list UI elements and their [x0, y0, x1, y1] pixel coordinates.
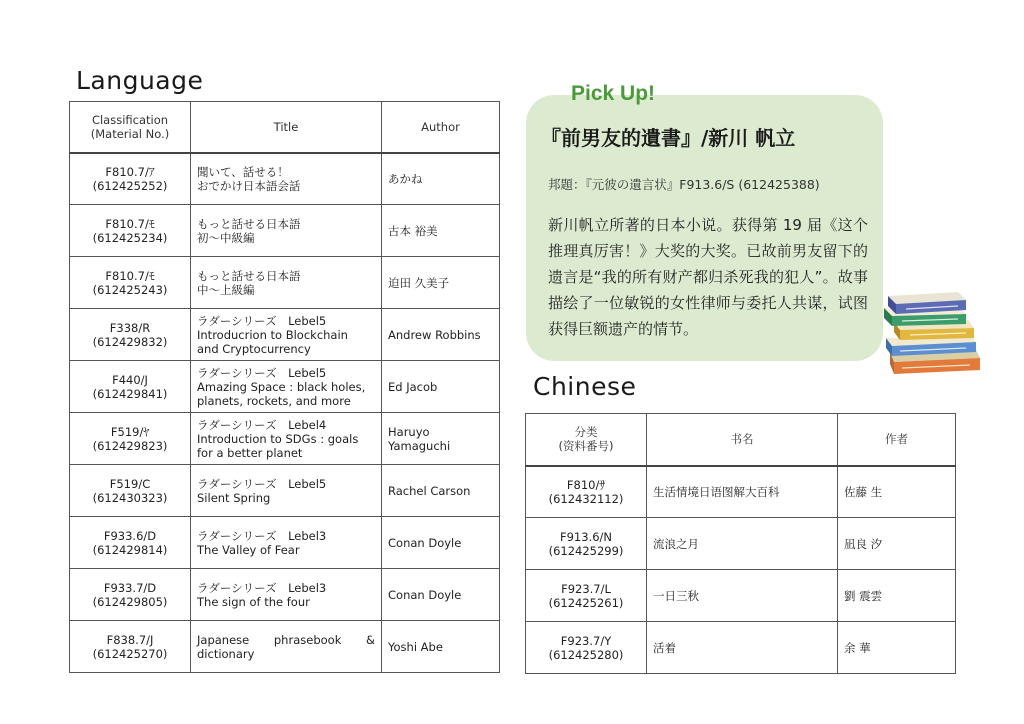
table-row	[70, 153, 500, 205]
title-line: ラダーシリーズ Lebel3	[197, 528, 327, 543]
title-cell: 流浪之月	[647, 518, 838, 570]
classification-code: F810/ｻ	[566, 477, 606, 492]
title-line: ラダーシリーズ Lebel5	[197, 313, 327, 328]
material-number: (612429841)	[92, 386, 168, 401]
author-cell: 劉 震雲	[838, 570, 956, 622]
classification-code: F923.7/L	[561, 581, 611, 596]
author-cell: Andrew Robbins	[382, 309, 500, 361]
material-number: (612425261)	[548, 595, 624, 610]
title-line: Silent Spring	[197, 490, 271, 505]
language-heading: Language	[76, 66, 204, 95]
author-cell: 佐藤 生	[838, 466, 956, 518]
title-line: planets, rockets, and more	[197, 393, 351, 408]
chinese-heading: Chinese	[533, 372, 637, 401]
classification-code: F913.6/N	[559, 529, 612, 544]
material-number: (612429805)	[92, 594, 168, 609]
title-line: The Valley of Fear	[197, 542, 300, 557]
author-cell: 迫田 久美子	[382, 257, 500, 309]
table-row	[70, 621, 500, 673]
title-line: dictionary	[197, 646, 255, 661]
table-row	[70, 257, 500, 309]
title-cell	[191, 361, 382, 413]
title-cell	[191, 309, 382, 361]
table-row	[70, 569, 500, 621]
classification-cell	[70, 257, 191, 309]
classification-code: F923.7/Y	[560, 633, 612, 648]
column-header-title: Title	[191, 102, 382, 153]
pickup-label: Pick Up!	[571, 82, 656, 105]
classification-cell	[70, 361, 191, 413]
classification-cell	[70, 621, 191, 673]
author-cell: 凪良 汐	[838, 518, 956, 570]
title-cell	[191, 569, 382, 621]
classification-code: F810.7/ﾓ	[105, 268, 155, 283]
table-row	[70, 517, 500, 569]
material-number: (612429832)	[92, 334, 168, 349]
chinese-table	[525, 413, 956, 674]
classification-cell	[70, 413, 191, 465]
table-row	[526, 622, 956, 674]
pickup-original-title: 邦題：『元彼の遺言状』F913.6/S (612425388)	[548, 177, 820, 192]
classification-cell	[70, 309, 191, 361]
title-cell	[191, 621, 382, 673]
classification-code: F810.7/ｱ	[105, 164, 155, 179]
table-row	[526, 570, 956, 622]
title-line: おでかけ日本語会話	[197, 178, 301, 193]
classification-code: F933.7/D	[103, 580, 157, 595]
table-row	[70, 413, 500, 465]
classification-code: F838.7/J	[106, 632, 154, 647]
material-number: (612425270)	[92, 646, 168, 661]
title-line: for a better planet	[197, 445, 303, 460]
classification-code: F440/J	[112, 372, 148, 387]
title-cell	[191, 257, 382, 309]
title-line: Amazing Space : black holes,	[197, 379, 366, 394]
material-number: (612430323)	[92, 490, 168, 505]
author-cell: Conan Doyle	[382, 569, 500, 621]
title-line: ラダーシリーズ Lebel5	[197, 476, 327, 491]
material-number: (612432112)	[548, 491, 624, 506]
material-number: (612425299)	[548, 543, 624, 558]
classification-cell	[70, 517, 191, 569]
title-line: Introducrion to Blockchain	[197, 327, 348, 342]
title-line: 初〜中級編	[197, 230, 255, 245]
table-row	[526, 518, 956, 570]
author-cell: 余 華	[838, 622, 956, 674]
title-line: もっと話せる日本語	[197, 268, 301, 283]
title-cell: 活着	[647, 622, 838, 674]
title-cell: 生活情境日语图解大百科	[647, 466, 838, 518]
classification-code: F519/C	[109, 476, 151, 491]
classification-cell	[526, 622, 647, 674]
table-row	[70, 309, 500, 361]
column-header-title: 书名	[647, 414, 838, 466]
title-line: ラダーシリーズ Lebel5	[197, 365, 327, 380]
author-cell: Yoshi Abe	[382, 621, 500, 673]
material-number: (612425234)	[92, 230, 168, 245]
classification-cell	[526, 570, 647, 622]
classification-code: F519/ﾔ	[110, 424, 150, 439]
classification-cell	[70, 205, 191, 257]
classification-code: F810.7/ﾓ	[105, 216, 155, 231]
table-row	[70, 205, 500, 257]
material-number: (612429823)	[92, 438, 168, 453]
classification-cell	[526, 518, 647, 570]
title-cell	[191, 205, 382, 257]
title-line: and Cryptocurrency	[197, 341, 311, 356]
title-cell	[191, 153, 382, 205]
title-cell: 一日三秋	[647, 570, 838, 622]
title-cell	[191, 517, 382, 569]
classification-code: F933.6/D	[103, 528, 157, 543]
author-cell: あかね	[382, 153, 500, 205]
classification-cell	[70, 569, 191, 621]
title-cell	[191, 413, 382, 465]
classification-code: F338/R	[109, 320, 151, 335]
material-number: (612425252)	[92, 178, 168, 193]
material-number: (612425243)	[92, 282, 168, 297]
column-header-classification: 分类 (资料番号)	[526, 414, 647, 466]
pickup-book-title: 『前男友的遺書』/新川 帆立	[541, 126, 796, 150]
author-cell: Ed Jacob	[382, 361, 500, 413]
title-line: もっと話せる日本語	[197, 216, 301, 231]
table-row	[70, 361, 500, 413]
classification-cell	[70, 465, 191, 517]
pickup-description: 新川帆立所著的日本小说。获得第 19 届《这个推理真厉害！》大奖的大奖。已故前男友留下的遗言是“我的所有财产都归杀死我的犯人”。故事描绘了一位敏锐的女性律师与委托人共谋，试图获得巨额遗产的情节。	[548, 216, 868, 338]
table-row	[70, 465, 500, 517]
language-table	[69, 101, 500, 673]
author-cell: 古本 裕美	[382, 205, 500, 257]
title-line: Introduction to SDGs : goals	[197, 431, 359, 446]
column-header-classification: Classification (Material No.)	[70, 102, 191, 153]
author-cell: Conan Doyle	[382, 517, 500, 569]
author-cell: Rachel Carson	[382, 465, 500, 517]
material-number: (612429814)	[92, 542, 168, 557]
material-number: (612425280)	[548, 647, 624, 662]
title-line: 中〜上級編	[197, 282, 255, 297]
title-line: ラダーシリーズ Lebel4	[197, 417, 327, 432]
title-line: The sign of the four	[197, 594, 310, 609]
classification-cell	[70, 153, 191, 205]
table-row	[526, 466, 956, 518]
title-line: Japanese phrasebook &	[197, 632, 375, 647]
column-header-author: Author	[382, 102, 500, 153]
author-cell: Haruyo Yamaguchi	[382, 413, 500, 465]
title-cell	[191, 465, 382, 517]
books-stack-icon	[880, 290, 988, 378]
classification-cell	[526, 466, 647, 518]
title-line: 聞いて、話せる！	[197, 164, 289, 179]
column-header-author: 作者	[838, 414, 956, 466]
title-line: ラダーシリーズ Lebel3	[197, 580, 327, 595]
